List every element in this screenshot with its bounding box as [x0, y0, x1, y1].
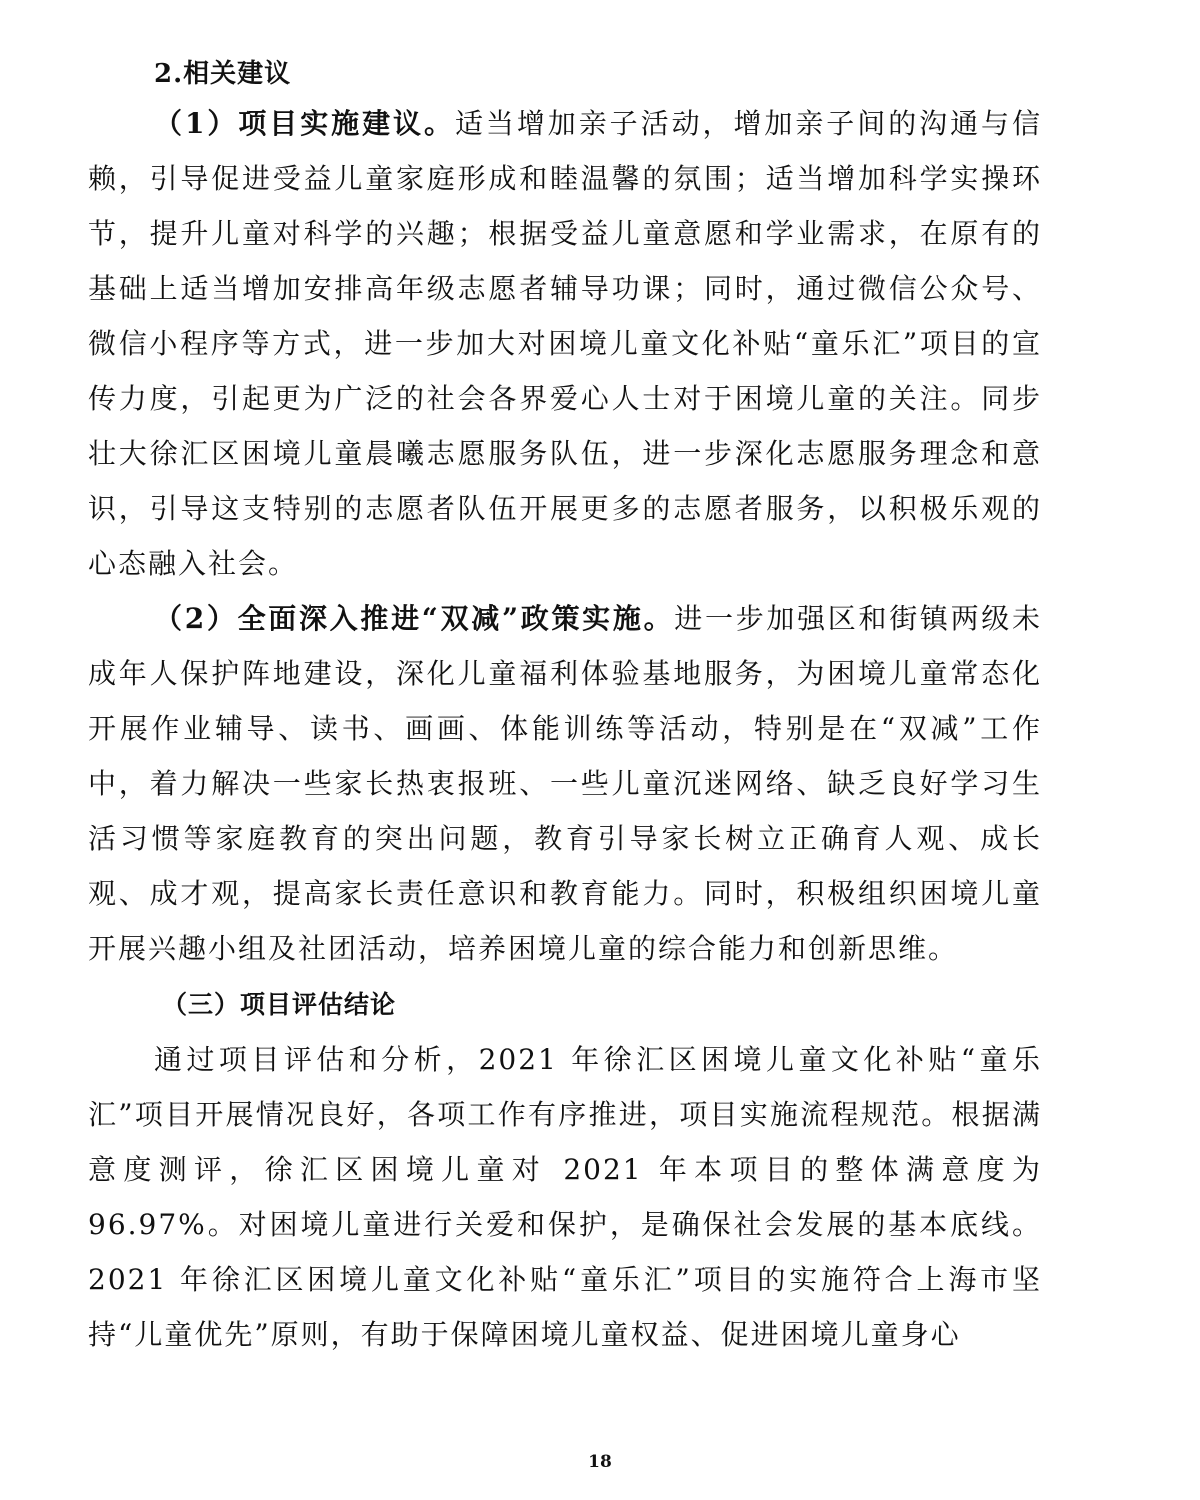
suggestion-1-lead: （1）项目实施建议。: [154, 107, 455, 140]
suggestion-paragraph-1: [88, 96, 1042, 591]
suggestion-1-body: 适当增加亲子活动，增加亲子间的沟通与信赖，引导促进受益儿童家庭形成和睦温馨的氛围；适当增加科学实操环节，提升儿童对科学的兴趣；根据受益儿童意愿和学业需求，在原有的基础上适当增加安排高年级志愿者辅导功课；同时，通过微信公众号、微信小程序等方式，进一步加大对困境儿童文化补贴“童乐汇”项目的宣传力度，引起更为广泛的社会各界爱心人士对于困境儿童的关注。同步壮大徐汇区困境儿童晨曦志愿服务队伍，进一步深化志愿服务理念和意识，引导这支特别的志愿者队伍开展更多的志愿者服务，以积极乐观的心态融入社会。: [88, 107, 1042, 580]
suggestion-2-lead: （2）全面深入推进“双减”政策实施。: [154, 602, 675, 635]
conclusion-paragraph: 通过项目评估和分析，2021 年徐汇区困境儿童文化补贴“童乐汇”项目开展情况良好，各项工作有序推进，项目实施流程规范。根据满意度测评，徐汇区困境儿童对 2021 年本项目的整体满意度为96.97%。对困境儿童进行关爱和保护，是确保社会发展的基本底线。2021 年徐汇区困境儿童文化补贴“童乐汇”项目的实施符合上海市坚持“儿童优先”原则，有助于保障困境儿童权益、促进困境儿童身心: [88, 1043, 1042, 1351]
section-heading: 2.相关建议: [154, 59, 292, 89]
page-number: 18: [588, 1452, 612, 1472]
suggestion-2-body: 进一步加强区和街镇两级未成年人保护阵地建设，深化儿童福利体验基地服务，为困境儿童常态化开展作业辅导、读书、画画、体能训练等活动，特别是在“双减”工作中，着力解决一些家长热衷报班、一些儿童沉迷网络、缺乏良好学习生活习惯等家庭教育的突出问题，教育引导家长树立正确育人观、成长观、成才观，提高家长责任意识和教育能力。同时，积极组织困境儿童开展兴趣小组及社团活动，培养困境儿童的综合能力和创新思维。: [88, 602, 1042, 965]
conclusion-heading: （三）项目评估结论: [162, 990, 397, 1019]
suggestion-paragraph-2: [88, 591, 1042, 976]
